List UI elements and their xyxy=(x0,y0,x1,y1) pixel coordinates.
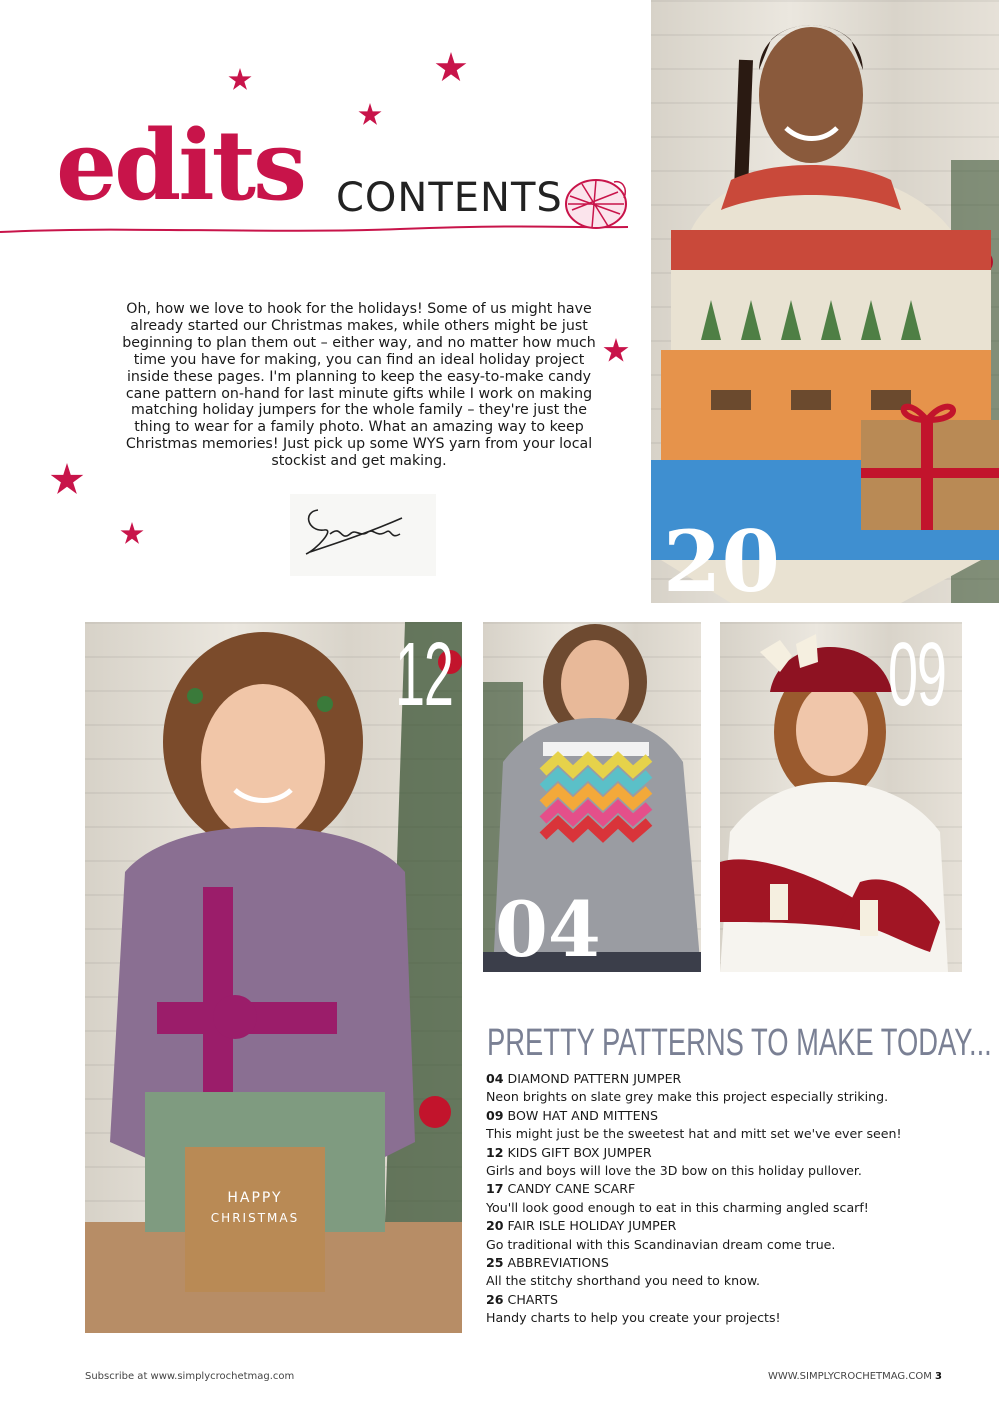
star-icon xyxy=(603,338,629,364)
item-title: FAIR ISLE HOLIDAY JUMPER xyxy=(507,1218,677,1234)
photo-diamond-pattern-jumper[interactable] xyxy=(483,622,701,972)
patterns-heading: PRETTY PATTERNS TO MAKE TODAY... xyxy=(487,1022,992,1064)
item-description: You'll look good enough to eat in this charming angled scarf! xyxy=(486,1199,869,1215)
footer-subscribe-link[interactable]: Subscribe at www.simplycrochetmag.com xyxy=(85,1371,295,1382)
list-item[interactable] xyxy=(486,1217,966,1254)
item-title: ABBREVIATIONS xyxy=(507,1254,609,1270)
item-description: All the stitchy shorthand you need to know. xyxy=(486,1273,761,1289)
item-title: KIDS GIFT BOX JUMPER xyxy=(507,1144,652,1160)
item-page-number: 26 xyxy=(486,1291,504,1307)
photo-fair-isle-jumper[interactable] xyxy=(651,0,999,603)
item-page-number: 09 xyxy=(486,1107,504,1123)
title-underline xyxy=(0,222,628,236)
gift-box-text: CHRISTMAS xyxy=(210,1211,300,1225)
list-item[interactable] xyxy=(486,1291,966,1328)
intro-paragraph: Oh, how we love to hook for the holidays! Some of us might have already started our Christmas makes, while others might be just beginning to plan them out – either way, and no matter how much time you have for making, you can find an ideal holiday project inside these pages. I'm planning to keep the easy-to-make candy cane pattern on-hand for last minute gifts while I work on making matching holiday jumpers for the whole family – they're just the thing to wear for a family photo. What an amazing way to keep Christmas memories! Just pick up some WYS yarn from your local stockist and get making. xyxy=(122,301,596,470)
signature xyxy=(290,494,436,576)
star-icon xyxy=(50,463,84,497)
item-page-number: 25 xyxy=(486,1254,504,1270)
star-icon xyxy=(120,522,144,546)
gift-box-text: HAPPY xyxy=(227,1190,283,1206)
item-description: Girls and boys will love the 3D bow on this holiday pullover. xyxy=(486,1162,862,1178)
yarn-ball-icon xyxy=(562,174,630,232)
page-title: CONTENTS xyxy=(336,175,563,221)
star-icon xyxy=(228,68,252,92)
item-title: DIAMOND PATTERN JUMPER xyxy=(507,1071,682,1086)
item-description: Neon brights on slate grey make this project especially striking. xyxy=(486,1089,889,1105)
contents-list xyxy=(486,1070,966,1327)
item-description: This might just be the sweetest hat and mitt set we've ever seen! xyxy=(486,1126,902,1142)
item-title: BOW HAT AND MITTENS xyxy=(507,1107,658,1123)
star-icon xyxy=(435,52,467,84)
item-description: Handy charts to help you create your projects! xyxy=(486,1310,781,1326)
footer-url[interactable]: WWW.SIMPLYCROCHETMAG.COM xyxy=(767,1371,932,1382)
item-title: CANDY CANE SCARF xyxy=(507,1181,636,1197)
item-page-number: 04 xyxy=(486,1071,504,1086)
footer-website xyxy=(768,1371,942,1382)
page-number-badge: 20 xyxy=(663,512,780,603)
page-number-badge: 09 xyxy=(888,625,946,725)
item-page-number: 12 xyxy=(486,1144,504,1160)
page-title-script: edits xyxy=(56,109,305,222)
item-title: CHARTS xyxy=(507,1291,558,1307)
star-icon xyxy=(358,103,382,127)
list-item[interactable] xyxy=(486,1180,966,1217)
page-number-badge: 12 xyxy=(395,625,453,725)
item-page-number: 20 xyxy=(486,1218,504,1234)
page-number-badge: 04 xyxy=(495,885,601,972)
signature-scrawl xyxy=(290,494,436,576)
photo-bow-hat-and-mittens[interactable] xyxy=(720,622,962,972)
photo-kids-gift-box-jumper[interactable] xyxy=(85,622,462,1333)
list-item[interactable] xyxy=(486,1070,966,1107)
page-number: 3 xyxy=(935,1371,942,1382)
item-description: Go traditional with this Scandinavian dream come true. xyxy=(486,1236,836,1252)
kids-jumper-illustration xyxy=(85,622,462,1333)
list-item[interactable] xyxy=(486,1254,966,1291)
item-page-number: 17 xyxy=(486,1181,504,1197)
list-item[interactable] xyxy=(486,1144,966,1181)
list-item[interactable] xyxy=(486,1107,966,1144)
